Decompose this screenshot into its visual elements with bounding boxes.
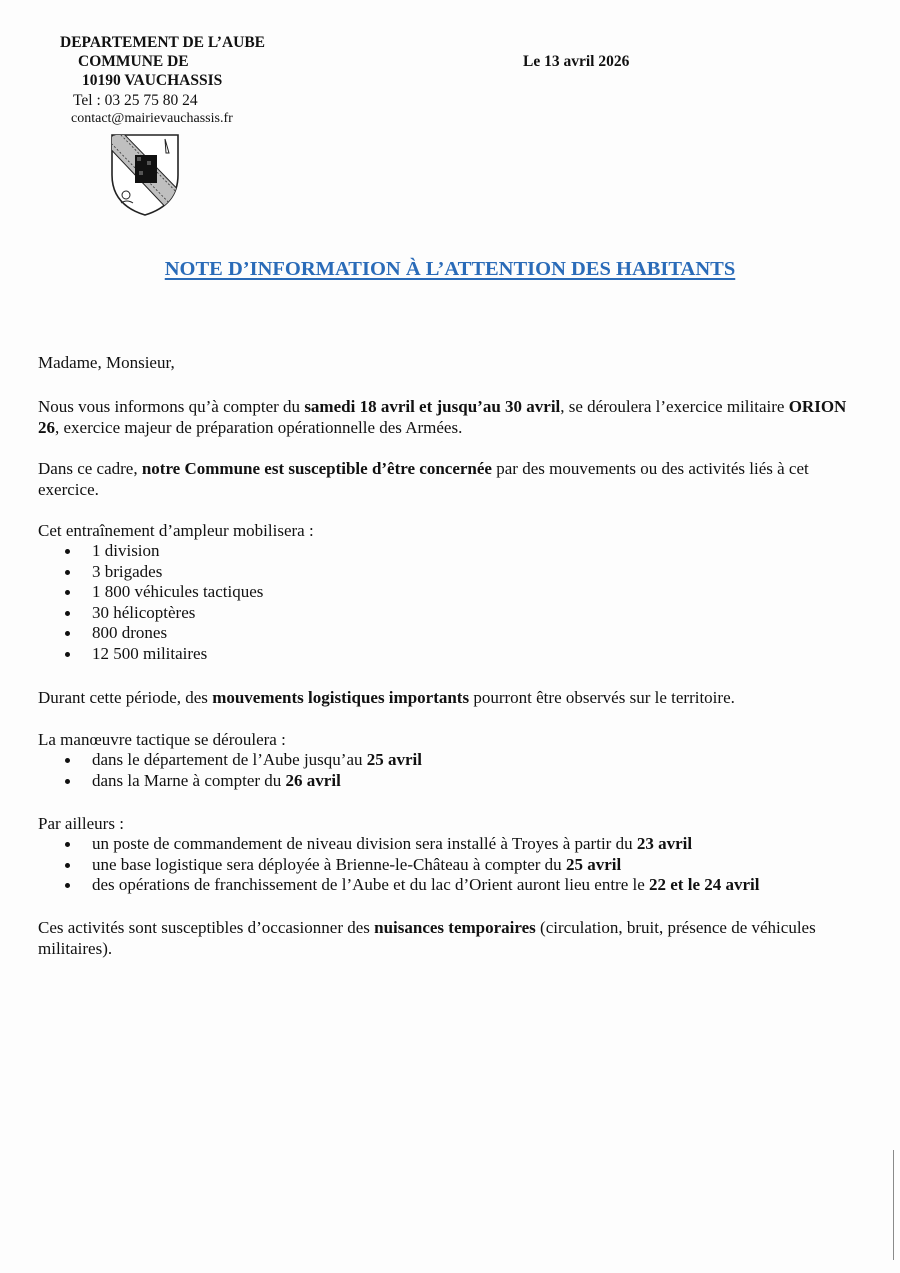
ailleurs-intro: Par ailleurs : [38, 814, 124, 833]
greeting: Madame, Monsieur, [38, 353, 175, 372]
ailleurs-list [38, 834, 759, 896]
manoeuvre-intro: La manœuvre tactique se déroulera : [38, 730, 286, 749]
list-item: 30 hélicoptères [38, 603, 263, 624]
list-item: des opérations de franchissement de l’Aube et du lac d’Orient auront lieu entre le 22 et le 24 avril [38, 875, 759, 896]
list-item: 1 800 véhicules tactiques [38, 582, 263, 603]
intro-paragraph: Nous vous informons qu’à compter du samedi 18 avril et jusqu’au 30 avril, se déroulera l’exercice militaire ORION 26, exercice majeur de préparation opérationnelle des Armées. [38, 397, 847, 437]
mobilisation-intro: Cet entraînement d’ampleur mobilisera : [38, 521, 314, 540]
list-item: dans le département de l’Aube jusqu’au 25 avril [38, 750, 422, 771]
city-name: 10190 VAUCHASSIS [82, 72, 223, 89]
scan-edge-line [893, 1150, 894, 1260]
manoeuvre-list [38, 750, 422, 791]
nuisances-paragraph: Ces activités sont susceptibles d’occasionner des nuisances temporaires (circulation, bruit, présence de véhicules militaires). [38, 918, 816, 958]
logistics-paragraph: Durant cette période, des mouvements logistiques importants pourront être observés sur le territoire. [38, 688, 735, 707]
page-title: NOTE D’INFORMATION À L’ATTENTION DES HABITANTS [164, 258, 736, 280]
email-address: contact@mairievauchassis.fr [71, 111, 233, 126]
list-item: dans la Marne à compter du 26 avril [38, 771, 422, 792]
mobilisation-list [38, 541, 263, 665]
list-item: 800 drones [38, 623, 263, 644]
department-name: DEPARTEMENT DE L’AUBE [60, 34, 266, 51]
coat-of-arms-icon [107, 127, 183, 217]
document-date: Le 13 avril 2026 [523, 53, 630, 70]
list-item: 1 division [38, 541, 263, 562]
list-item: une base logistique sera déployée à Brienne-le-Château à compter du 25 avril [38, 855, 759, 876]
list-item: un poste de commandement de niveau division sera installé à Troyes à partir du 23 avril [38, 834, 759, 855]
commune-label: COMMUNE DE [78, 53, 189, 70]
list-item: 3 brigades [38, 562, 263, 583]
commune-paragraph: Dans ce cadre, notre Commune est susceptible d’être concernée par des mouvements ou des activités liés à cet exercice. [38, 459, 809, 499]
phone-number: Tel : 03 25 75 80 24 [73, 92, 198, 109]
list-item: 12 500 militaires [38, 644, 263, 665]
